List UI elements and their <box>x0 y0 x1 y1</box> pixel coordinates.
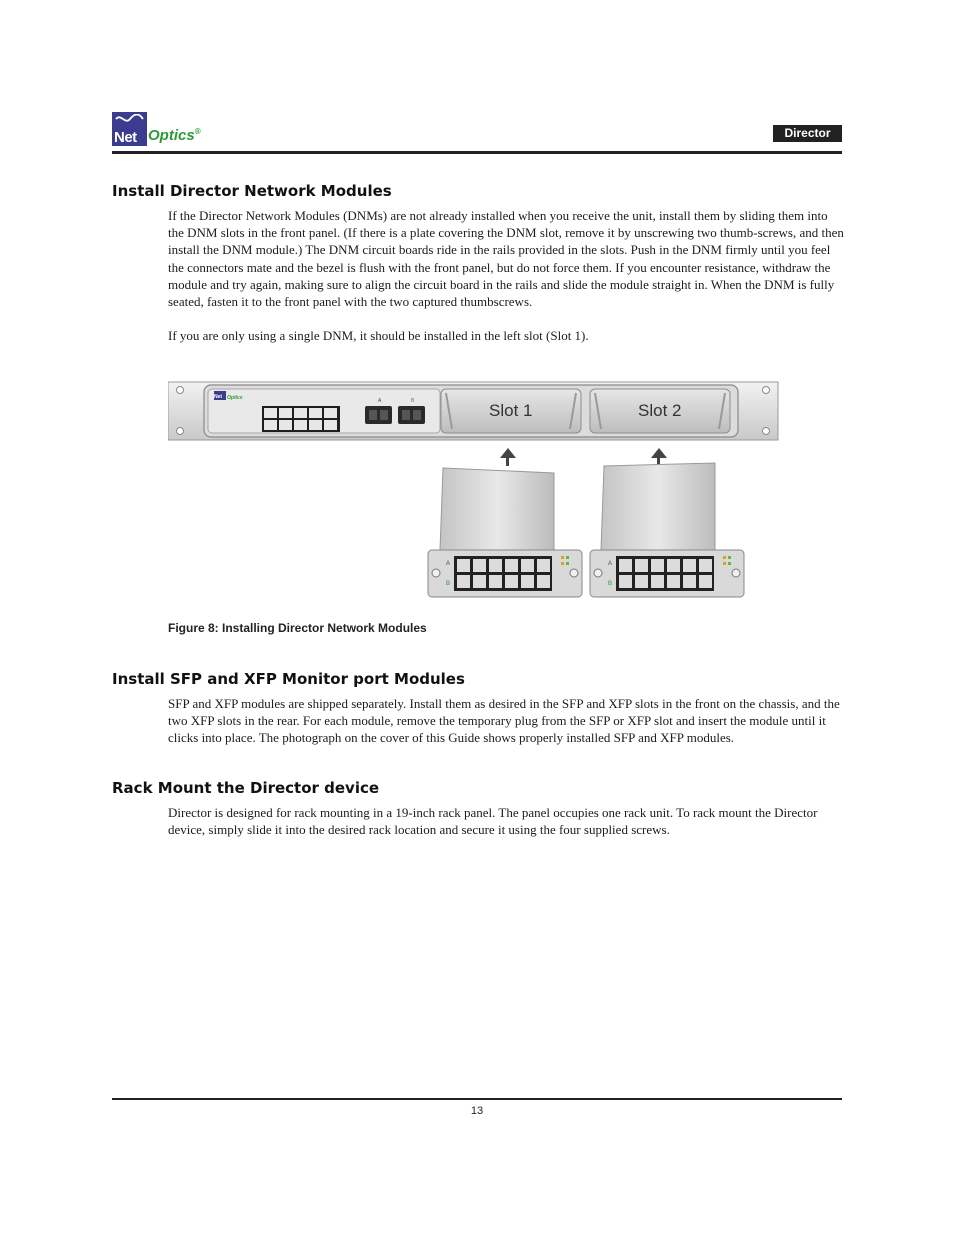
slot-1-label: Slot 1 <box>489 401 533 420</box>
header-rule <box>112 151 842 154</box>
up-arrow-icon <box>500 448 516 466</box>
heading-install-dnm: Install Director Network Modules <box>112 182 392 200</box>
director-chassis <box>168 382 778 440</box>
paragraph-rack-mount: Director is designed for rack mounting in a 19-inch rack panel. The panel occupies one rack unit. To rack mount the Director device, simply slide it into the desired rack location and secure it using the four supplied screws. <box>168 805 818 838</box>
dnm-module-2 <box>590 463 744 597</box>
net-optics-logo <box>112 112 212 148</box>
header-tag-director: Director <box>773 125 842 142</box>
page-number: 13 <box>470 1105 484 1117</box>
up-arrow-icon <box>651 448 667 466</box>
slot-2-label: Slot 2 <box>638 401 682 420</box>
dnm-slot-2 <box>590 389 730 433</box>
module-1-label-b: B <box>446 581 451 587</box>
figure-caption: Figure 8: Installing Director Network Modules <box>168 621 427 635</box>
module-2-label-a: A <box>608 561 613 567</box>
module-2-label-b: B <box>608 581 613 587</box>
module-1-label-a: A <box>446 561 451 567</box>
port-b-label: B <box>411 398 415 404</box>
paragraph-install-sfp-xfp: SFP and XFP modules are shipped separately. Install them as desired in the SFP and XFP slots in the front on the chassis, and the two XFP slots in the rear. For each module, remove the temporary plug from the SFP or XFP slot and insert the module until it clicks into place. The photograph on the cover of this Guide shows properly installed SFP and XFP modules. <box>168 696 840 746</box>
heading-rack-mount: Rack Mount the Director device <box>112 779 380 797</box>
chassis-logo-net: Net <box>214 394 223 400</box>
logo-optics-text: Optics® <box>148 127 201 144</box>
wave-icon <box>115 114 144 126</box>
logo-mark <box>112 112 147 146</box>
chassis-logo-optics: Optics <box>227 395 243 401</box>
heading-install-sfp-xfp: Install SFP and XFP Monitor port Modules <box>112 670 465 688</box>
dnm-slot-1 <box>441 389 581 433</box>
logo-net-text: Net <box>114 129 137 146</box>
port-a-label: A <box>378 398 382 404</box>
chassis-rj45-ports <box>262 406 340 432</box>
figure-installing-dnm <box>168 360 780 602</box>
dnm-module-1 <box>428 468 582 597</box>
paragraph-install-dnm: If the Director Network Modules (DNMs) are not already installed when you receive the unit, install them by sliding them into the DNM slots in the front panel. (If there is a plate covering the DNM slot, remove it by unscrewing two thumb-screws, and then install the DNM module.) The DNM circuit boards ride in the rails provided in the slots. Push in the DNM firmly until you feel the connectors mate and the bezel is flush with the front panel, but do not force them. If you encounter resistance, withdraw the module and try again, making sure to align the circuit board in the rails and slide the module straight in. When the DNM is fully seated, fasten it to the front panel with the two captured thumbscrews. <box>168 208 844 310</box>
paragraph-single-dnm: If you are only using a single DNM, it should be installed in the left slot (Slot 1). <box>168 328 589 343</box>
footer-rule <box>112 1098 842 1100</box>
